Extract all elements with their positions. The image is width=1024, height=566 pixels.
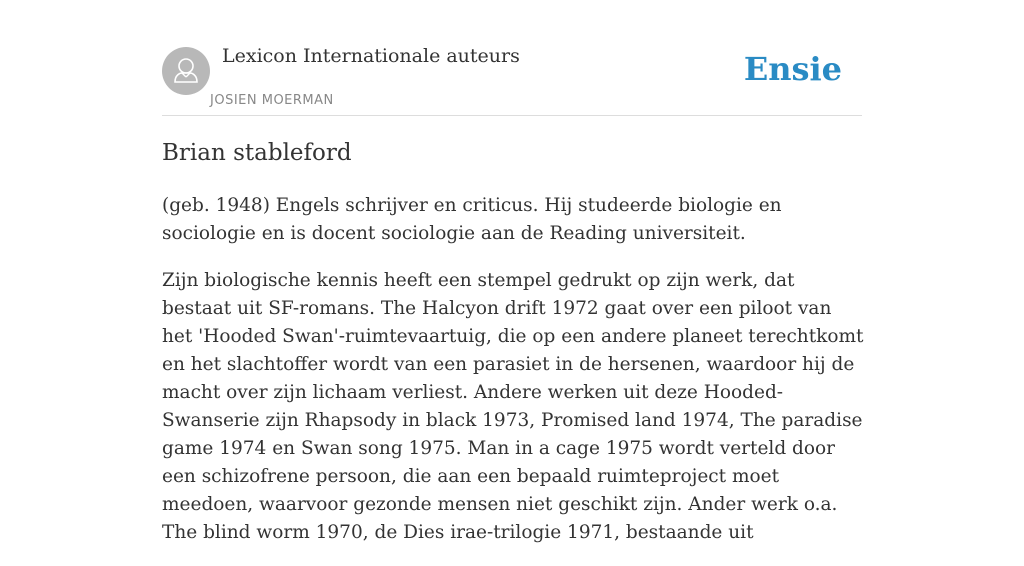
entry-title: Brian stableford xyxy=(162,140,352,166)
article-paragraph: Zijn biologische kennis heeft een stempel gedrukt op zijn werk, dat bestaat uit SF-romans. The Halcyon drift 1972 gaat over een piloot van het 'Hooded Swan'-ruimtevaartuig, die op een andere planeet terechtkomt en het slachtoffer wordt van een parasiet in de hersenen, waardoor hij de macht over zijn lichaam verliest. Andere werken uit deze Hooded-Swanserie zijn Rhapsody in black 1973, Promised land 1974, The paradise game 1974 en Swan song 1975. Man in a cage 1975 wordt verteld door een schizofrene persoon, die aan een bepaald ruimteproject moet meedoen, waarvoor gezonde mensen niet geschikt zijn. Ander werk o.a. The blind worm 1970, de Dies irae-trilogie 1971, bestaande uit xyxy=(162,270,864,543)
header xyxy=(162,0,862,116)
user-placeholder-icon xyxy=(162,47,210,95)
avatar[interactable] xyxy=(162,47,210,95)
lexicon-title[interactable]: Lexicon Internationale auteurs xyxy=(222,45,520,67)
brand-logo[interactable]: Ensie xyxy=(743,50,842,88)
article-paragraph: (geb. 1948) Engels schrijver en criticus. Hij studeerde biologie en sociologie en is docent sociologie aan de Reading universiteit. xyxy=(162,195,782,244)
author-name[interactable]: JOSIEN MOERMAN xyxy=(210,93,334,108)
article-body xyxy=(162,192,867,566)
content-column xyxy=(162,0,864,543)
